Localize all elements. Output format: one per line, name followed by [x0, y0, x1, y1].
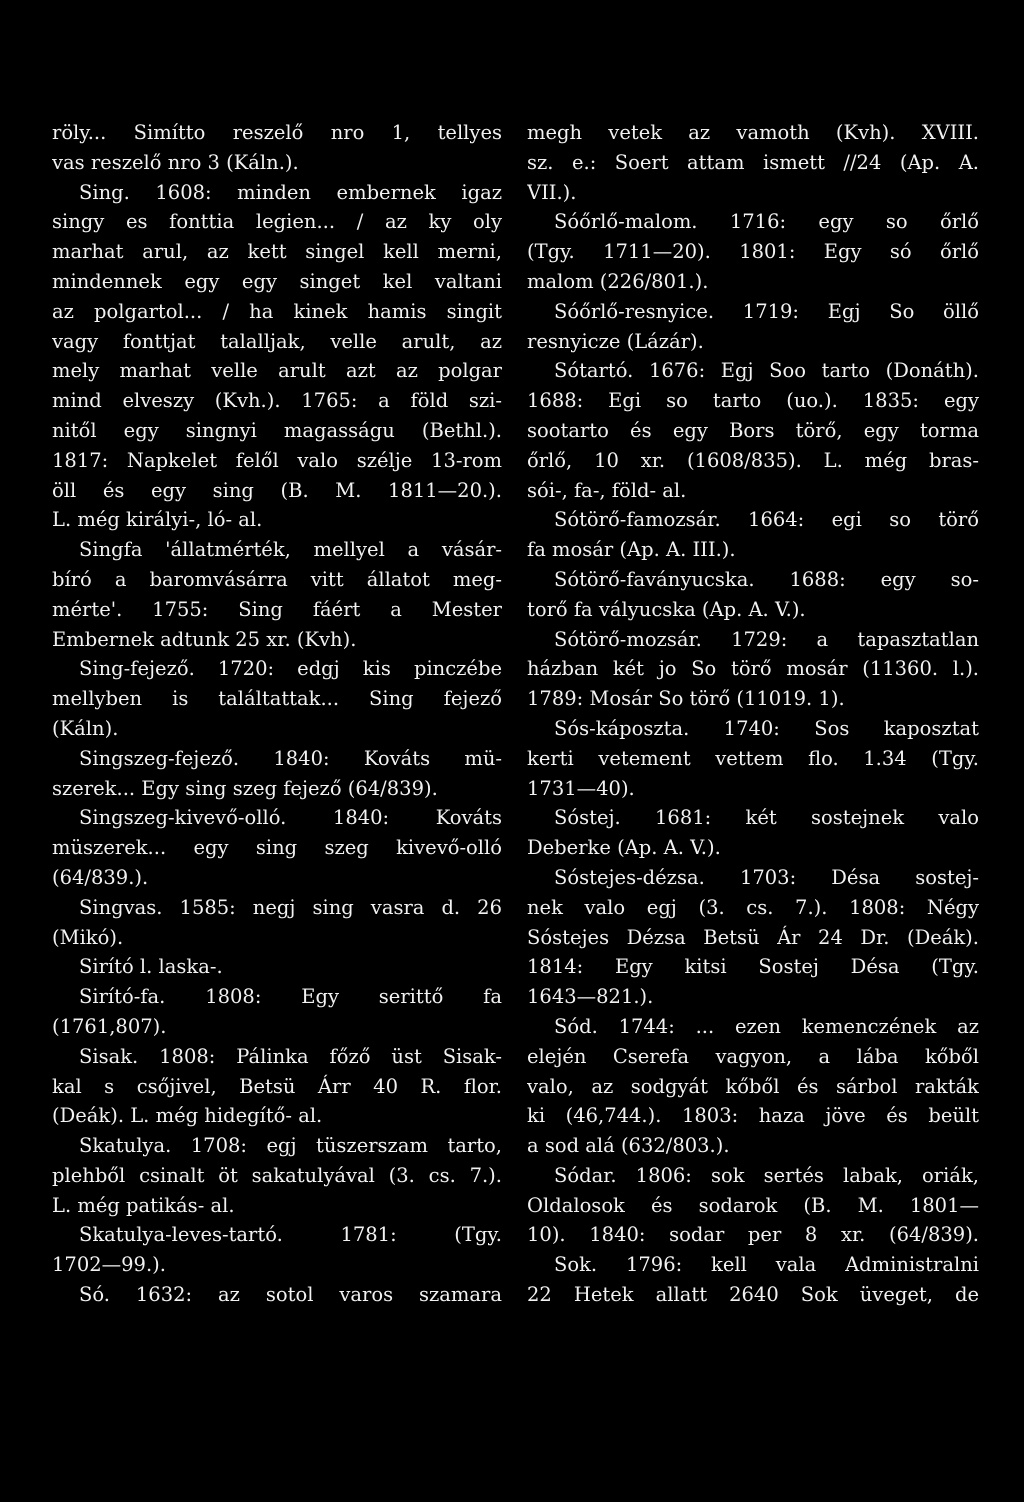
text-line: Sódar. 1806: sok sertés labak, oriák,	[554, 1163, 979, 1187]
text-line: Sótartó. 1676: Egj Soo tarto (Donáth).	[554, 359, 979, 383]
text-line: Skatulya. 1708: egj tüszerszam tarto,	[79, 1134, 502, 1158]
text-line: 1814: Egy kitsi Sostej Désa (Tgy.	[527, 955, 979, 979]
text-line: Singvas. 1585: negj sing vasra d. 26	[79, 895, 502, 919]
text-line: (1761,807).	[52, 1014, 167, 1038]
text-line: mely marhat velle arult azt az polgar	[52, 359, 502, 383]
text-line: vagy fonttjat talalljak, velle arult, az	[52, 329, 502, 353]
text-line: Singszeg-kivevő-olló. 1840: Kováts	[79, 806, 502, 830]
text-line: Sóőrlő-resnyice. 1719: Egj So öllő	[554, 299, 979, 323]
text-line: sootarto és egy Bors törő, egy torma	[527, 418, 979, 442]
text-line: (Deák). L. még hidegítő- al.	[52, 1104, 323, 1128]
text-line: torő fa vályucska (Ap. A. V.).	[527, 597, 806, 621]
text-line: singy es fonttia legien... / az ky oly	[52, 210, 502, 234]
text-line: 1688: Egi so tarto (uo.). 1835: egy	[527, 389, 979, 413]
text-line: 1817: Napkelet felől valo szélje 13-rom	[52, 448, 502, 472]
text-line: Sing. 1608: minden embernek igaz	[79, 180, 502, 204]
text-line: valo, az sodgyát kőből és sárbol rakták	[527, 1074, 979, 1098]
text-line: vas reszelő nro 3 (Káln.).	[52, 150, 299, 174]
text-line: L. még patikás- al.	[52, 1193, 235, 1217]
text-line: Sóstejes-dézsa. 1703: Désa sostej-	[554, 865, 979, 889]
text-line: Sirító l. laska-.	[79, 955, 223, 979]
text-line: (Mikó).	[52, 925, 124, 949]
text-line: L. még királyi-, ló- al.	[52, 508, 263, 532]
text-line: resnyicze (Lázár).	[527, 329, 704, 353]
text-line: Sisak. 1808: Pálinka főző üst Sisak-	[79, 1044, 502, 1068]
text-line: Deberke (Ap. A. V.).	[527, 836, 721, 860]
text-line: Oldalosok és sodarok (B. M. 1801—	[527, 1193, 979, 1217]
text-line: 1731—40).	[527, 776, 635, 800]
text-line: Sós-káposzta. 1740: Sos kaposztat	[554, 716, 979, 740]
text-line: mérte'. 1755: Sing fáért a Mester	[52, 597, 502, 621]
text-line: Sód. 1744: ... ezen kemenczének az	[554, 1014, 979, 1038]
text-line: fa mosár (Ap. A. III.).	[527, 538, 736, 562]
text-line: 10). 1840: sodar per 8 xr. (64/839).	[527, 1223, 979, 1247]
text-line: kerti vetement vettem flo. 1.34 (Tgy.	[527, 746, 979, 770]
text-line: Singfa 'állatmérték, mellyel a vásár-	[79, 538, 502, 562]
text-line: mindennek egy egy singet kel valtani	[52, 269, 502, 293]
text-line: Sóstej. 1681: két sostejnek valo	[554, 806, 979, 830]
right-column	[527, 118, 979, 1310]
text-line: Sing-fejező. 1720: edgj kis pinczébe	[79, 657, 502, 681]
left-column	[52, 118, 502, 1310]
text-line: röly... Simítto reszelő nro 1, tellyes	[52, 121, 502, 144]
text-line: (Káln).	[52, 716, 119, 740]
text-line: ki (46,744.). 1803: haza jöve és beült	[527, 1104, 979, 1128]
text-line: Sótörő-faványucska. 1688: egy so-	[554, 567, 979, 591]
text-line: 1702—99.).	[52, 1253, 166, 1277]
text-line: Sóőrlő-malom. 1716: egy so őrlő	[554, 210, 979, 234]
text-line: Singszeg-fejező. 1840: Kováts mü-	[79, 746, 502, 770]
text-line: kal s csőjivel, Betsü Árr 40 R. flor.	[52, 1074, 502, 1098]
text-line: (Tgy. 1711—20). 1801: Egy só őrlő	[527, 240, 979, 264]
text-line: 1789: Mosár So törő (11019. 1).	[527, 687, 845, 711]
text-line: nek valo egj (3. cs. 7.). 1808: Négy	[527, 895, 979, 919]
text-line: Sirító-fa. 1808: Egy serittő fa	[79, 985, 502, 1009]
text-line: 22 Hetek allatt 2640 Sok üveget, de	[527, 1283, 979, 1307]
text-line: a sod alá (632/803.).	[527, 1134, 730, 1158]
text-line: müszerek... egy sing szeg kivevő-olló	[52, 836, 502, 860]
text-line: öll és egy sing (B. M. 1811—20.).	[52, 478, 502, 502]
text-line: mind elveszy (Kvh.). 1765: a föld szi-	[52, 389, 502, 413]
text-line: szerek... Egy sing szeg fejező (64/839).	[52, 776, 438, 800]
text-line: bíró a baromvásárra vitt állatot meg-	[52, 567, 502, 591]
text-line: elején Cserefa vagyon, a lába kőből	[527, 1044, 979, 1068]
text-line: Sóstejes Dézsa Betsü Ár 24 Dr. (Deák).	[527, 925, 979, 949]
text-line: Sok. 1796: kell vala Administralni	[554, 1253, 979, 1277]
text-line: mellyben is találtattak... Sing fejező	[52, 687, 502, 711]
text-line: plehből csinalt öt sakatulyával (3. cs. 7.).	[52, 1163, 502, 1187]
text-line: Só. 1632: az sotol varos szamara	[79, 1283, 502, 1307]
text-line: megh vetek az vamoth (Kvh). XVIII.	[527, 121, 979, 144]
text-line: Sótörő-famozsár. 1664: egi so törő	[554, 508, 979, 532]
text-line: marhat arul, az kett singel kell merni,	[52, 240, 502, 264]
text-line: malom (226/801.).	[527, 269, 709, 293]
text-line: Embernek adtunk 25 xr. (Kvh).	[52, 627, 357, 651]
text-line: 1643—821.).	[527, 985, 654, 1009]
text-line: sz. e.: Soert attam ismett //24 (Ap. A.	[527, 150, 979, 174]
text-line: sói-, fa-, föld- al.	[527, 478, 687, 502]
text-line: az polgartol... / ha kinek hamis singit	[52, 299, 502, 323]
text-line: VII.).	[527, 180, 577, 204]
text-line: házban két jo So törő mosár (11360. l.).	[527, 657, 979, 681]
text-line: őrlő, 10 xr. (1608/835). L. még bras-	[527, 448, 979, 472]
text-line: Skatulya-leves-tartó. 1781: (Tgy.	[79, 1223, 502, 1247]
text-line: Sótörő-mozsár. 1729: a tapasztatlan	[554, 627, 979, 651]
text-line: (64/839.).	[52, 865, 149, 889]
text-line: nitől egy singnyi magasságu (Bethl.).	[52, 418, 502, 442]
